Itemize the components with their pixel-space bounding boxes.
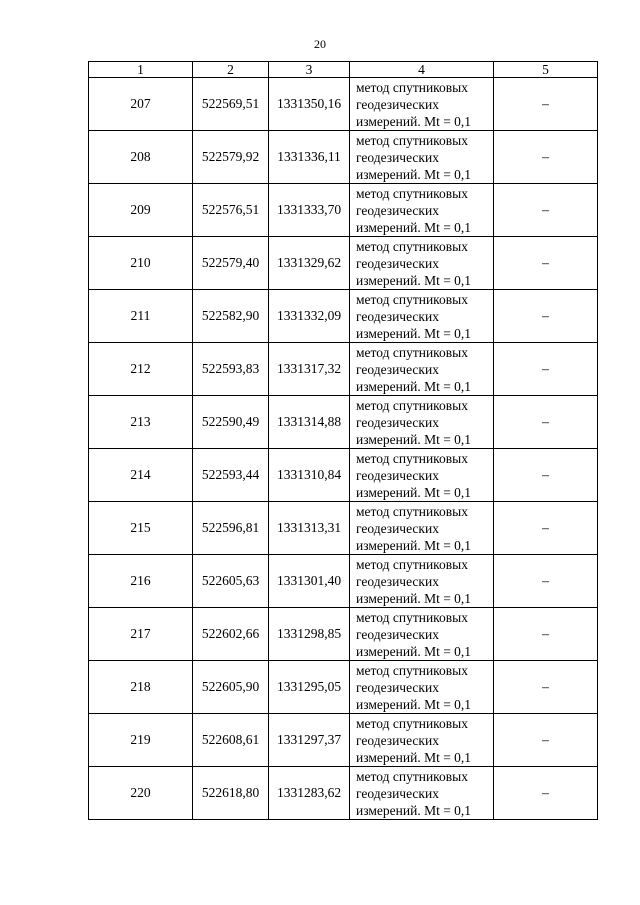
table-row (89, 714, 598, 767)
x-coordinate-cell: 522590,49 (193, 396, 269, 449)
table-row (89, 608, 598, 661)
point-number-cell: 213 (89, 396, 193, 449)
y-coordinate-cell: 1331336,11 (269, 131, 350, 184)
point-number-cell: 215 (89, 502, 193, 555)
x-coordinate-cell: 522618,80 (193, 767, 269, 820)
method-cell (350, 237, 494, 290)
method-text-line: метод спутниковых (356, 503, 468, 519)
table-header-row (89, 62, 598, 78)
x-coordinate-cell: 522608,61 (193, 714, 269, 767)
note-cell: – (494, 237, 598, 290)
method-text-line: измерений. Mt = 0,1 (356, 325, 472, 341)
y-coordinate-cell: 1331313,31 (269, 502, 350, 555)
method-text-line: измерений. Mt = 0,1 (356, 166, 472, 182)
point-number-cell: 214 (89, 449, 193, 502)
x-coordinate-cell: 522579,40 (193, 237, 269, 290)
x-coordinate-cell: 522582,90 (193, 290, 269, 343)
x-coordinate-cell: 522593,83 (193, 343, 269, 396)
method-text-line: геодезических (356, 308, 439, 324)
method-text-line: метод спутниковых (356, 238, 468, 254)
coordinates-table (88, 61, 598, 820)
method-cell (350, 78, 494, 131)
method-text-line: метод спутниковых (356, 450, 468, 466)
method-text-line: геодезических (356, 573, 439, 589)
y-coordinate-cell: 1331301,40 (269, 555, 350, 608)
note-cell: – (494, 184, 598, 237)
method-text-line: метод спутниковых (356, 609, 468, 625)
method-text-line: геодезических (356, 520, 439, 536)
method-text-line: геодезических (356, 626, 439, 642)
header-col-3: 3 (269, 62, 350, 78)
method-text-line: геодезических (356, 255, 439, 271)
y-coordinate-cell: 1331332,09 (269, 290, 350, 343)
page-number: 20 (314, 37, 326, 51)
table-row (89, 396, 598, 449)
y-coordinate-cell: 1331310,84 (269, 449, 350, 502)
note-cell: – (494, 555, 598, 608)
method-text-line: измерений. Mt = 0,1 (356, 484, 472, 500)
note-cell: – (494, 290, 598, 343)
point-number-cell: 219 (89, 714, 193, 767)
note-cell: – (494, 661, 598, 714)
method-text-line: измерений. Mt = 0,1 (356, 696, 472, 712)
table-row (89, 767, 598, 820)
note-cell: – (494, 78, 598, 131)
y-coordinate-cell: 1331329,62 (269, 237, 350, 290)
method-text-line: геодезических (356, 414, 439, 430)
point-number-cell: 212 (89, 343, 193, 396)
method-text-line: геодезических (356, 467, 439, 483)
y-coordinate-cell: 1331283,62 (269, 767, 350, 820)
x-coordinate-cell: 522602,66 (193, 608, 269, 661)
method-text-line: геодезических (356, 361, 439, 377)
y-coordinate-cell: 1331295,05 (269, 661, 350, 714)
y-coordinate-cell: 1331314,88 (269, 396, 350, 449)
note-cell: – (494, 343, 598, 396)
method-text-line: измерений. Mt = 0,1 (356, 378, 472, 394)
method-cell (350, 661, 494, 714)
method-text-line: измерений. Mt = 0,1 (356, 643, 472, 659)
header-col-5: 5 (494, 62, 598, 78)
method-text-line: измерений. Mt = 0,1 (356, 590, 472, 606)
method-cell (350, 184, 494, 237)
method-text-line: метод спутниковых (356, 397, 468, 413)
method-text-line: геодезических (356, 149, 439, 165)
note-cell: – (494, 767, 598, 820)
y-coordinate-cell: 1331317,32 (269, 343, 350, 396)
table-row (89, 343, 598, 396)
method-text-line: измерений. Mt = 0,1 (356, 431, 472, 447)
header-col-1: 1 (89, 62, 193, 78)
table-row (89, 290, 598, 343)
table-body (89, 78, 598, 820)
method-text-line: измерений. Mt = 0,1 (356, 113, 472, 129)
header-col-2: 2 (193, 62, 269, 78)
method-cell (350, 449, 494, 502)
x-coordinate-cell: 522576,51 (193, 184, 269, 237)
table-row (89, 184, 598, 237)
method-cell (350, 608, 494, 661)
method-text-line: метод спутниковых (356, 79, 468, 95)
point-number-cell: 217 (89, 608, 193, 661)
table-row (89, 661, 598, 714)
x-coordinate-cell: 522605,90 (193, 661, 269, 714)
x-coordinate-cell: 522605,63 (193, 555, 269, 608)
note-cell: – (494, 396, 598, 449)
method-text-line: геодезических (356, 96, 439, 112)
note-cell: – (494, 608, 598, 661)
note-cell: – (494, 449, 598, 502)
method-text-line: метод спутниковых (356, 185, 468, 201)
y-coordinate-cell: 1331333,70 (269, 184, 350, 237)
method-text-line: метод спутниковых (356, 556, 468, 572)
method-text-line: метод спутниковых (356, 768, 468, 784)
method-cell (350, 767, 494, 820)
table-row (89, 555, 598, 608)
table-row (89, 502, 598, 555)
method-text-line: метод спутниковых (356, 715, 468, 731)
method-text-line: измерений. Mt = 0,1 (356, 272, 472, 288)
point-number-cell: 208 (89, 131, 193, 184)
note-cell: – (494, 714, 598, 767)
table-row (89, 237, 598, 290)
point-number-cell: 209 (89, 184, 193, 237)
method-text-line: метод спутниковых (356, 132, 468, 148)
point-number-cell: 211 (89, 290, 193, 343)
method-text-line: геодезических (356, 679, 439, 695)
table-row (89, 131, 598, 184)
method-cell (350, 131, 494, 184)
method-text-line: метод спутниковых (356, 662, 468, 678)
method-cell (350, 502, 494, 555)
y-coordinate-cell: 1331298,85 (269, 608, 350, 661)
x-coordinate-cell: 522579,92 (193, 131, 269, 184)
method-cell (350, 555, 494, 608)
x-coordinate-cell: 522569,51 (193, 78, 269, 131)
method-cell (350, 396, 494, 449)
method-cell (350, 343, 494, 396)
x-coordinate-cell: 522596,81 (193, 502, 269, 555)
note-cell: – (494, 502, 598, 555)
table-row (89, 449, 598, 502)
point-number-cell: 207 (89, 78, 193, 131)
point-number-cell: 216 (89, 555, 193, 608)
x-coordinate-cell: 522593,44 (193, 449, 269, 502)
note-cell: – (494, 131, 598, 184)
point-number-cell: 218 (89, 661, 193, 714)
method-text-line: геодезических (356, 202, 439, 218)
method-text-line: измерений. Mt = 0,1 (356, 802, 472, 818)
method-text-line: геодезических (356, 732, 439, 748)
header-col-4: 4 (350, 62, 494, 78)
y-coordinate-cell: 1331350,16 (269, 78, 350, 131)
point-number-cell: 220 (89, 767, 193, 820)
y-coordinate-cell: 1331297,37 (269, 714, 350, 767)
method-text-line: геодезических (356, 785, 439, 801)
method-text-line: измерений. Mt = 0,1 (356, 219, 472, 235)
table-row (89, 78, 598, 131)
method-text-line: измерений. Mt = 0,1 (356, 749, 472, 765)
method-cell (350, 714, 494, 767)
method-text-line: метод спутниковых (356, 291, 468, 307)
point-number-cell: 210 (89, 237, 193, 290)
method-text-line: измерений. Mt = 0,1 (356, 537, 472, 553)
method-cell (350, 290, 494, 343)
method-text-line: метод спутниковых (356, 344, 468, 360)
